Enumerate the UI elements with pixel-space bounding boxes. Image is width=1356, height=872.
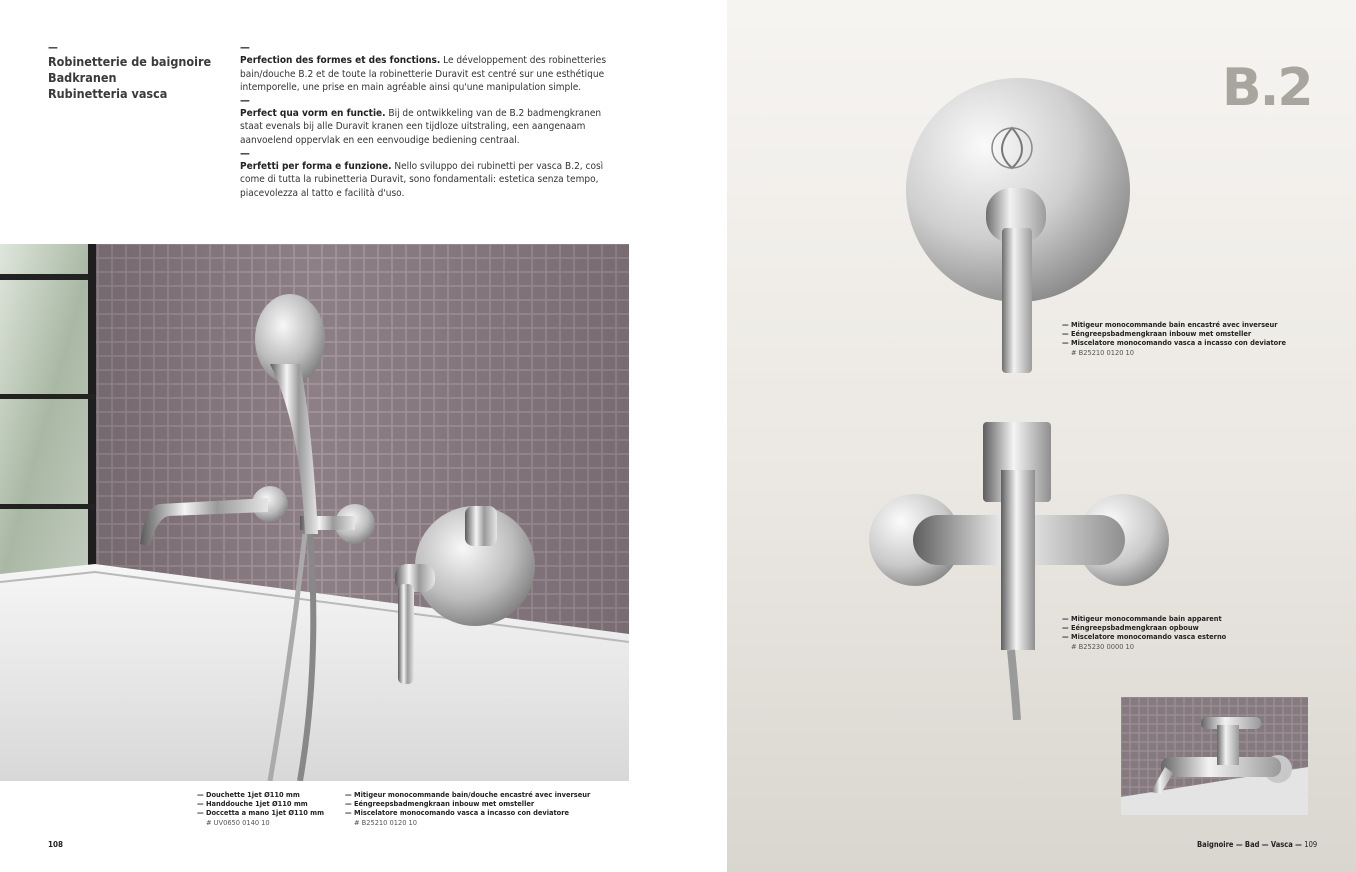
dash-mark: — (240, 146, 250, 160)
intro-paragraph-it: Perfetti per forma e funzione. Nello sviluppo dei rubinetti per vasca B.2, così come di tutta la rubinetteria Duravit, sono fondamentali: estetica senza tempo, piacevolezza al tatto e facilità d'uso. (240, 160, 604, 199)
dash-mark: — (48, 41, 58, 54)
product-code: # B25210 0120 10 (1071, 347, 1134, 357)
wall-mixer-image (865, 420, 1175, 720)
dash-mark: — (240, 41, 250, 54)
page-footer (1197, 840, 1317, 849)
product-code: # B25230 0000 10 (1071, 641, 1134, 651)
title-nl: Badkranen (48, 70, 117, 85)
caption-concealed-mixer: — Mitigeur monocommande bain/douche encastré avec inverseur — Eéngreepsbadmengkraan inbouw met omsteller — Miscelatore monocomando vasca a incasso con deviatore # B25210 0120 10 (345, 790, 591, 827)
page-number: 108 (48, 840, 64, 849)
section-title (48, 42, 211, 102)
intro-paragraph-fr: Perfection des formes et des fonctions. Le développement des robinetteries bain/douche B.2 et de toute la robinetterie Duravit est centré sur une esthétique intemporelle, une prise en main agréable ainsi qu'une manipulation simple. (240, 55, 607, 94)
bathroom-photo (0, 244, 629, 781)
caption-hand-shower: — Douchette 1jet Ø110 mm — Handdouche 1jet Ø110 mm — Doccetta a mano 1jet Ø110 mm # UV0650 0140 10 (197, 790, 325, 827)
caption-product-1: — Mitigeur monocommande bain encastré avec inverseur — Eéngreepsbadmengkraan inbouw met omsteller — Miscelatore monocomando vasca a incasso con deviatore # B25210 0120 10 (1062, 320, 1287, 357)
title-fr: Robinetterie de baignoire (48, 54, 212, 69)
caption-product-2: — Mitigeur monocommande bain apparent — Eéngreepsbadmengkraan opbouw — Miscelatore monocomando vasca esterno # B25230 0000 10 (1062, 614, 1227, 651)
title-it: Rubinetteria vasca (48, 86, 168, 101)
dash-mark: — (240, 93, 250, 107)
product-code: # B25210 0120 10 (354, 817, 417, 827)
b2-logo: B.2 (1222, 58, 1312, 118)
product-code: # UV0650 0140 10 (206, 817, 270, 827)
installation-photo (1121, 697, 1308, 815)
page-number: 109 (1304, 840, 1318, 849)
footer-section-label: Baignoire — Bad — Vasca — (1197, 840, 1305, 849)
intro-text (240, 42, 610, 200)
intro-paragraph-nl: Perfect qua vorm en functie. Bij de ontwikkeling van de B.2 badmengkranen staat evenals bij alle Duravit kranen een tijdloze uitstraling, een aangenaam aanvoelend oppervlak en een eenvoudige bediening centraal. (240, 107, 602, 146)
